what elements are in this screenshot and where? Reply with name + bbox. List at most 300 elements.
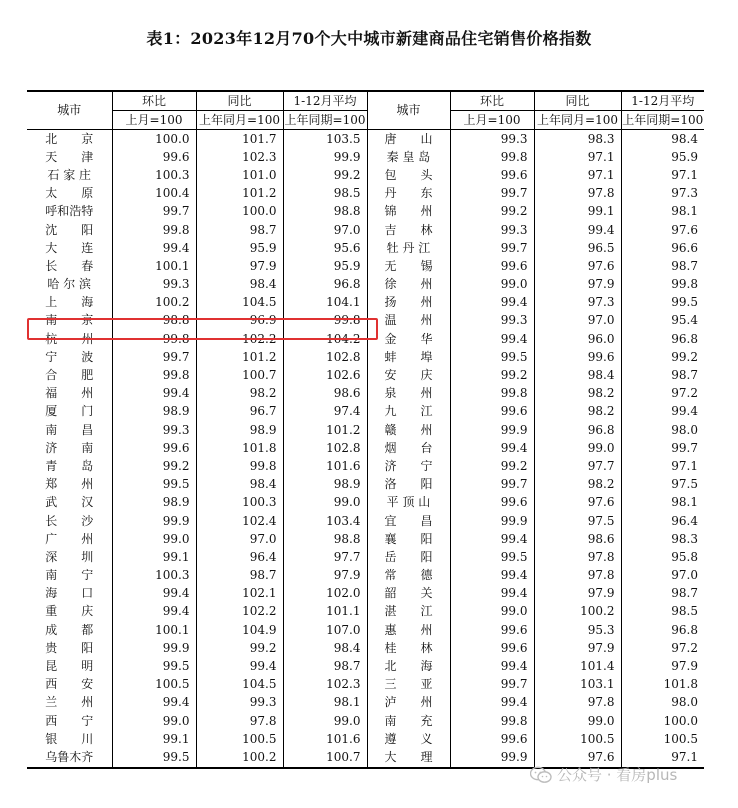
cell-mom-left: 99.5 <box>112 748 196 767</box>
cell-avg-left: 95.9 <box>283 257 367 275</box>
cell-city-left: 厦 门 <box>45 404 94 419</box>
cell-avg-left: 97.7 <box>283 548 367 566</box>
cell-avg-left: 99.0 <box>283 712 367 730</box>
cell-city-left: 哈 尔 滨 <box>47 277 92 292</box>
cell-avg-left: 101.6 <box>283 730 367 748</box>
cell-avg-right: 97.0 <box>621 567 704 585</box>
col-header-mom-left: 环比 <box>112 91 196 111</box>
cell-city-right: 扬 州 <box>367 294 450 312</box>
cell-mom-left: 98.8 <box>112 312 196 330</box>
cell-yoy-right: 95.3 <box>534 621 621 639</box>
cell-city-right: 牡 丹 江 <box>367 239 450 257</box>
cell-avg-right: 97.1 <box>621 166 704 184</box>
cell-yoy-left: 98.4 <box>196 276 283 294</box>
table-row <box>27 166 704 184</box>
cell-mom-left: 100.3 <box>112 166 196 184</box>
cell-city-left: 武 汉 <box>45 495 94 510</box>
cell-yoy-left: 98.9 <box>196 421 283 439</box>
watermark-text: 公众号 · 看房plus <box>557 766 678 784</box>
cell-yoy-right: 97.6 <box>534 257 621 275</box>
cell-city-left: 北 京 <box>45 131 94 146</box>
col-subheader-yoy-right: 上年同月=100 <box>534 111 621 130</box>
cell-city-right: 安 庆 <box>367 366 450 384</box>
cell-yoy-right: 100.2 <box>534 603 621 621</box>
cell-yoy-left: 102.4 <box>196 512 283 530</box>
cell-yoy-left: 100.5 <box>196 730 283 748</box>
cell-yoy-left: 104.5 <box>196 676 283 694</box>
cell-city-right: 湛 江 <box>367 603 450 621</box>
cell-city-right: 锦 州 <box>367 203 450 221</box>
cell-mom-right: 99.7 <box>450 676 534 694</box>
cell-mom-right: 99.3 <box>450 130 534 149</box>
cell-avg-right: 97.2 <box>621 385 704 403</box>
cell-yoy-left: 97.8 <box>196 712 283 730</box>
cell-city-right: 吉 林 <box>367 221 450 239</box>
cell-mom-left: 100.4 <box>112 185 196 203</box>
cell-avg-left: 98.5 <box>283 185 367 203</box>
cell-city-left: 南 京 <box>45 313 94 328</box>
cell-avg-right: 95.4 <box>621 312 704 330</box>
cell-mom-right: 99.7 <box>450 185 534 203</box>
col-header-city-left: 城市 <box>27 91 112 130</box>
cell-mom-right: 99.2 <box>450 457 534 475</box>
table-row <box>27 530 704 548</box>
table-row <box>27 421 704 439</box>
cell-avg-left: 102.0 <box>283 585 367 603</box>
cell-mom-right: 99.9 <box>450 748 534 767</box>
cell-mom-left: 100.2 <box>112 294 196 312</box>
col-header-avg-right: 1-12月平均 <box>621 91 704 111</box>
table-row <box>27 148 704 166</box>
cell-city-right: 洛 阳 <box>367 476 450 494</box>
cell-avg-left: 101.6 <box>283 457 367 475</box>
cell-avg-left: 107.0 <box>283 621 367 639</box>
cell-yoy-right: 97.8 <box>534 567 621 585</box>
cell-yoy-right: 98.6 <box>534 530 621 548</box>
cell-avg-right: 98.1 <box>621 203 704 221</box>
cell-city-right: 烟 台 <box>367 439 450 457</box>
cell-avg-right: 96.6 <box>621 239 704 257</box>
cell-avg-right: 99.4 <box>621 403 704 421</box>
cell-mom-right: 99.4 <box>450 294 534 312</box>
cell-city-right: 蚌 埠 <box>367 348 450 366</box>
table-row <box>27 130 704 149</box>
cell-mom-left: 99.6 <box>112 148 196 166</box>
table-row <box>27 494 704 512</box>
cell-mom-left: 99.0 <box>112 530 196 548</box>
cell-mom-right: 99.7 <box>450 476 534 494</box>
cell-city-left: 昆 明 <box>45 659 94 674</box>
cell-city-left: 深 圳 <box>45 549 94 564</box>
cell-city-right: 宜 昌 <box>367 512 450 530</box>
cell-yoy-right: 99.6 <box>534 348 621 366</box>
cell-avg-left: 103.5 <box>283 130 367 149</box>
cell-avg-left: 102.3 <box>283 676 367 694</box>
col-header-yoy-left: 同比 <box>196 91 283 111</box>
cell-avg-left: 101.1 <box>283 603 367 621</box>
cell-avg-left: 99.8 <box>283 312 367 330</box>
cell-city-right: 平 顶 山 <box>367 494 450 512</box>
cell-avg-right: 100.0 <box>621 712 704 730</box>
cell-avg-right: 99.8 <box>621 276 704 294</box>
cell-yoy-left: 100.0 <box>196 203 283 221</box>
cell-mom-right: 99.9 <box>450 512 534 530</box>
cell-avg-right: 100.5 <box>621 730 704 748</box>
cell-yoy-left: 98.4 <box>196 476 283 494</box>
cell-mom-right: 99.4 <box>450 657 534 675</box>
table-row <box>27 639 704 657</box>
cell-city-right: 桂 林 <box>367 639 450 657</box>
cell-avg-left: 104.2 <box>283 330 367 348</box>
cell-avg-left: 98.9 <box>283 476 367 494</box>
price-index-table <box>27 90 704 769</box>
cell-avg-left: 98.8 <box>283 203 367 221</box>
cell-yoy-left: 98.2 <box>196 385 283 403</box>
cell-avg-right: 98.3 <box>621 530 704 548</box>
cell-city-left: 重 庆 <box>45 604 94 619</box>
cell-mom-left: 99.8 <box>112 330 196 348</box>
cell-avg-left: 99.2 <box>283 166 367 184</box>
cell-avg-right: 98.4 <box>621 130 704 149</box>
cell-avg-right: 98.7 <box>621 585 704 603</box>
cell-avg-right: 98.1 <box>621 494 704 512</box>
cell-avg-right: 101.8 <box>621 676 704 694</box>
cell-yoy-left: 96.7 <box>196 403 283 421</box>
cell-avg-right: 98.7 <box>621 257 704 275</box>
cell-avg-right: 97.1 <box>621 748 704 767</box>
cell-city-left: 石 家 庄 <box>47 167 92 182</box>
cell-city-left: 福 州 <box>45 386 94 401</box>
cell-city-left: 天 津 <box>45 149 94 164</box>
table-row <box>27 567 704 585</box>
table-row <box>27 276 704 294</box>
cell-mom-left: 99.9 <box>112 512 196 530</box>
cell-mom-left: 99.5 <box>112 657 196 675</box>
cell-avg-right: 96.8 <box>621 621 704 639</box>
table-row <box>27 676 704 694</box>
cell-yoy-right: 97.8 <box>534 185 621 203</box>
watermark <box>530 764 677 785</box>
table-body <box>27 130 704 768</box>
cell-avg-left: 98.1 <box>283 694 367 712</box>
cell-city-left: 南 宁 <box>45 568 94 583</box>
table-row <box>27 712 704 730</box>
cell-mom-right: 99.0 <box>450 276 534 294</box>
cell-mom-left: 99.1 <box>112 548 196 566</box>
cell-yoy-right: 97.6 <box>534 748 621 767</box>
cell-avg-right: 95.8 <box>621 548 704 566</box>
cell-yoy-right: 97.0 <box>534 312 621 330</box>
cell-yoy-left: 100.2 <box>196 748 283 767</box>
cell-yoy-right: 97.9 <box>534 639 621 657</box>
cell-yoy-right: 96.0 <box>534 330 621 348</box>
cell-mom-right: 99.8 <box>450 712 534 730</box>
col-subheader-yoy-left: 上年同月=100 <box>196 111 283 130</box>
cell-city-left: 上 海 <box>45 295 94 310</box>
cell-yoy-left: 98.7 <box>196 567 283 585</box>
cell-yoy-right: 97.1 <box>534 148 621 166</box>
cell-mom-right: 99.6 <box>450 403 534 421</box>
cell-city-left: 杭 州 <box>45 331 94 346</box>
cell-yoy-left: 97.9 <box>196 257 283 275</box>
cell-mom-left: 99.8 <box>112 221 196 239</box>
cell-avg-right: 99.5 <box>621 294 704 312</box>
cell-yoy-left: 99.2 <box>196 639 283 657</box>
cell-avg-right: 97.3 <box>621 185 704 203</box>
cell-avg-left: 97.9 <box>283 567 367 585</box>
cell-city-right: 赣 州 <box>367 421 450 439</box>
cell-city-left: 长 春 <box>45 258 94 273</box>
table-row <box>27 221 704 239</box>
cell-city-left: 长 沙 <box>45 513 94 528</box>
cell-city-left: 兰 州 <box>45 695 94 710</box>
cell-avg-left: 102.8 <box>283 348 367 366</box>
cell-city-left: 成 都 <box>45 622 94 637</box>
cell-mom-right: 99.6 <box>450 621 534 639</box>
cell-avg-left: 97.0 <box>283 221 367 239</box>
cell-yoy-left: 101.8 <box>196 439 283 457</box>
table-row <box>27 585 704 603</box>
cell-mom-left: 99.4 <box>112 585 196 603</box>
cell-city-right: 韶 关 <box>367 585 450 603</box>
cell-mom-left: 99.3 <box>112 421 196 439</box>
table-row <box>27 603 704 621</box>
cell-mom-right: 99.3 <box>450 221 534 239</box>
cell-yoy-left: 101.0 <box>196 166 283 184</box>
cell-avg-right: 98.0 <box>621 694 704 712</box>
header-row-2 <box>27 111 704 130</box>
cell-yoy-left: 101.2 <box>196 185 283 203</box>
cell-city-left: 海 口 <box>45 586 94 601</box>
cell-city-left: 西 安 <box>45 677 94 692</box>
cell-mom-left: 99.3 <box>112 276 196 294</box>
cell-mom-right: 99.4 <box>450 439 534 457</box>
cell-city-right: 秦 皇 岛 <box>367 148 450 166</box>
cell-mom-left: 99.4 <box>112 239 196 257</box>
cell-yoy-left: 99.3 <box>196 694 283 712</box>
table-row <box>27 385 704 403</box>
col-subheader-avg-left: 上年同期=100 <box>283 111 367 130</box>
cell-mom-right: 99.6 <box>450 166 534 184</box>
cell-avg-right: 97.1 <box>621 457 704 475</box>
cell-avg-right: 97.9 <box>621 657 704 675</box>
cell-avg-left: 96.8 <box>283 276 367 294</box>
cell-yoy-left: 95.9 <box>196 239 283 257</box>
cell-city-right: 徐 州 <box>367 276 450 294</box>
table-title: 表1：2023年12月70个大中城市新建商品住宅销售价格指数 <box>146 29 592 48</box>
cell-yoy-left: 100.3 <box>196 494 283 512</box>
cell-yoy-left: 104.9 <box>196 621 283 639</box>
table-row <box>27 203 704 221</box>
col-header-mom-right: 环比 <box>450 91 534 111</box>
cell-mom-right: 99.5 <box>450 548 534 566</box>
table-row <box>27 657 704 675</box>
table-row <box>27 257 704 275</box>
cell-mom-right: 99.2 <box>450 366 534 384</box>
table-row <box>27 548 704 566</box>
col-header-yoy-right: 同比 <box>534 91 621 111</box>
cell-avg-left: 104.1 <box>283 294 367 312</box>
table-row <box>27 694 704 712</box>
col-subheader-avg-right: 上年同期=100 <box>621 111 704 130</box>
cell-yoy-right: 99.1 <box>534 203 621 221</box>
cell-avg-right: 97.5 <box>621 476 704 494</box>
wechat-icon <box>530 766 552 784</box>
cell-city-right: 遵 义 <box>367 730 450 748</box>
col-header-avg-left: 1-12月平均 <box>283 91 367 111</box>
cell-mom-left: 99.5 <box>112 476 196 494</box>
cell-avg-left: 101.2 <box>283 421 367 439</box>
cell-yoy-left: 101.7 <box>196 130 283 149</box>
cell-avg-left: 99.9 <box>283 148 367 166</box>
cell-yoy-right: 97.3 <box>534 294 621 312</box>
cell-mom-left: 99.8 <box>112 366 196 384</box>
cell-yoy-right: 99.0 <box>534 439 621 457</box>
cell-avg-left: 99.0 <box>283 494 367 512</box>
cell-mom-left: 98.9 <box>112 494 196 512</box>
table-row <box>27 439 704 457</box>
cell-city-left: 济 南 <box>45 440 94 455</box>
cell-mom-right: 99.4 <box>450 530 534 548</box>
cell-city-right: 常 德 <box>367 567 450 585</box>
cell-yoy-right: 98.2 <box>534 403 621 421</box>
cell-yoy-left: 102.2 <box>196 603 283 621</box>
cell-mom-left: 100.1 <box>112 257 196 275</box>
table-row <box>27 621 704 639</box>
cell-city-left: 郑 州 <box>45 477 94 492</box>
cell-mom-left: 99.6 <box>112 439 196 457</box>
cell-city-right: 济 宁 <box>367 457 450 475</box>
cell-city-left: 广 州 <box>45 531 94 546</box>
cell-city-right: 无 锡 <box>367 257 450 275</box>
cell-city-right: 北 海 <box>367 657 450 675</box>
col-subheader-mom-left: 上月=100 <box>112 111 196 130</box>
cell-mom-right: 99.0 <box>450 603 534 621</box>
cell-avg-right: 98.0 <box>621 421 704 439</box>
table-row <box>27 239 704 257</box>
cell-city-right: 包 头 <box>367 166 450 184</box>
cell-mom-left: 100.1 <box>112 621 196 639</box>
cell-city-right: 南 充 <box>367 712 450 730</box>
cell-mom-left: 99.4 <box>112 694 196 712</box>
cell-mom-right: 99.4 <box>450 694 534 712</box>
cell-city-left: 呼和浩特 <box>45 204 94 219</box>
cell-avg-left: 95.6 <box>283 239 367 257</box>
cell-yoy-right: 97.9 <box>534 276 621 294</box>
cell-yoy-left: 97.0 <box>196 530 283 548</box>
cell-avg-right: 95.9 <box>621 148 704 166</box>
cell-mom-left: 99.7 <box>112 348 196 366</box>
cell-avg-right: 97.2 <box>621 639 704 657</box>
cell-yoy-right: 101.4 <box>534 657 621 675</box>
cell-avg-left: 98.6 <box>283 385 367 403</box>
cell-city-right: 泉 州 <box>367 385 450 403</box>
cell-yoy-right: 97.6 <box>534 494 621 512</box>
cell-city-left: 银 川 <box>45 731 94 746</box>
header-row-1 <box>27 91 704 111</box>
col-subheader-mom-right: 上月=100 <box>450 111 534 130</box>
cell-avg-right: 96.4 <box>621 512 704 530</box>
cell-yoy-left: 102.2 <box>196 330 283 348</box>
table-row <box>27 476 704 494</box>
table-row <box>27 185 704 203</box>
cell-avg-left: 100.7 <box>283 748 367 767</box>
cell-city-right: 唐 山 <box>367 130 450 149</box>
cell-mom-left: 100.0 <box>112 130 196 149</box>
cell-city-left: 沈 阳 <box>45 222 94 237</box>
cell-city-left: 宁 波 <box>45 349 94 364</box>
highlight-box-nanjing <box>27 318 378 340</box>
cell-avg-left: 97.4 <box>283 403 367 421</box>
cell-mom-left: 99.1 <box>112 730 196 748</box>
cell-city-right: 三 亚 <box>367 676 450 694</box>
cell-city-left: 青 岛 <box>45 458 94 473</box>
cell-avg-right: 99.7 <box>621 439 704 457</box>
cell-yoy-right: 98.4 <box>534 366 621 384</box>
cell-mom-left: 98.9 <box>112 403 196 421</box>
cell-avg-right: 97.6 <box>621 221 704 239</box>
table-row <box>27 403 704 421</box>
cell-mom-right: 99.5 <box>450 348 534 366</box>
cell-yoy-right: 99.4 <box>534 221 621 239</box>
cell-yoy-left: 100.7 <box>196 366 283 384</box>
table-row <box>27 348 704 366</box>
cell-city-left: 乌鲁木齐 <box>27 748 112 767</box>
cell-yoy-right: 96.5 <box>534 239 621 257</box>
cell-city-left: 南 昌 <box>45 422 94 437</box>
table-row <box>27 366 704 384</box>
cell-avg-right: 99.2 <box>621 348 704 366</box>
cell-yoy-left: 99.8 <box>196 457 283 475</box>
cell-yoy-left: 101.2 <box>196 348 283 366</box>
cell-city-right: 丹 东 <box>367 185 450 203</box>
col-header-city-right: 城市 <box>367 91 450 130</box>
cell-city-right: 泸 州 <box>367 694 450 712</box>
cell-mom-right: 99.4 <box>450 330 534 348</box>
cell-avg-left: 102.8 <box>283 439 367 457</box>
cell-mom-right: 99.2 <box>450 203 534 221</box>
cell-city-right: 金 华 <box>367 330 450 348</box>
cell-avg-right: 98.7 <box>621 366 704 384</box>
cell-mom-right: 99.3 <box>450 312 534 330</box>
cell-city-right: 惠 州 <box>367 621 450 639</box>
cell-yoy-left: 98.7 <box>196 221 283 239</box>
cell-yoy-right: 98.2 <box>534 476 621 494</box>
cell-mom-right: 99.6 <box>450 639 534 657</box>
cell-mom-left: 99.4 <box>112 603 196 621</box>
cell-yoy-right: 98.3 <box>534 130 621 149</box>
cell-city-right: 襄 阳 <box>367 530 450 548</box>
cell-city-left: 合 肥 <box>45 368 94 383</box>
cell-city-right: 岳 阳 <box>367 548 450 566</box>
cell-city-left: 太 原 <box>45 186 94 201</box>
cell-mom-left: 99.0 <box>112 712 196 730</box>
cell-avg-right: 96.8 <box>621 330 704 348</box>
cell-avg-left: 102.6 <box>283 366 367 384</box>
cell-city-right: 大 理 <box>367 748 450 767</box>
cell-yoy-left: 99.4 <box>196 657 283 675</box>
cell-yoy-right: 97.7 <box>534 457 621 475</box>
cell-yoy-right: 96.8 <box>534 421 621 439</box>
cell-yoy-left: 104.5 <box>196 294 283 312</box>
cell-avg-left: 98.8 <box>283 530 367 548</box>
cell-mom-right: 99.6 <box>450 494 534 512</box>
cell-yoy-right: 97.9 <box>534 585 621 603</box>
cell-yoy-right: 103.1 <box>534 676 621 694</box>
cell-city-left: 大 连 <box>45 240 94 255</box>
cell-yoy-right: 97.1 <box>534 166 621 184</box>
cell-yoy-left: 102.1 <box>196 585 283 603</box>
